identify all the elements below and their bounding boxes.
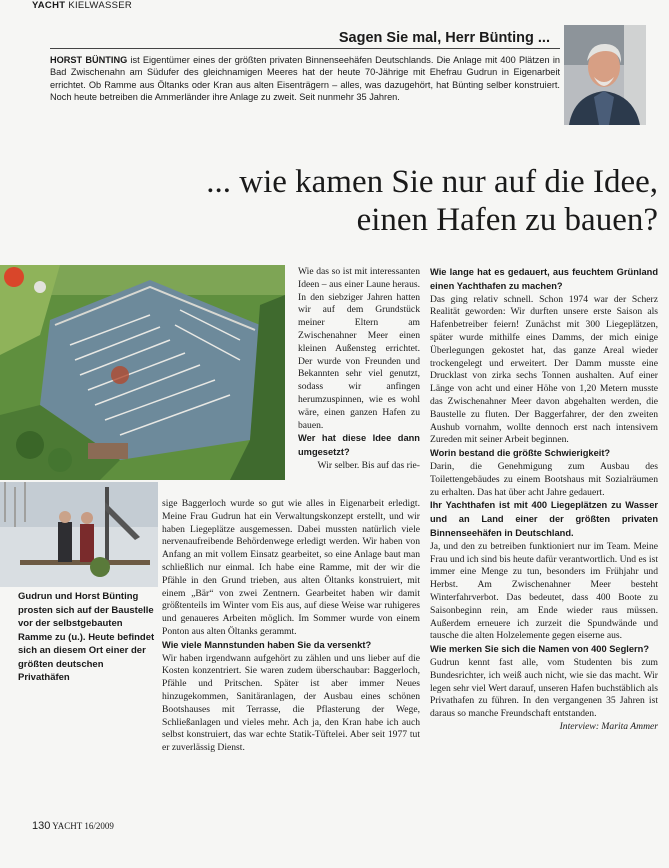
- answer-3: Wir haben irgendwann aufgehört zu zählen und uns lieber auf die Kosten konzentriert. Sie waren zudem überschaubar: Baggerloch, Pfähle und Pritschen. Später ist aber immer Neues hinzugekommen, Sanitäranlagen, der Ausbau eines schönen Bootshauses mit Terrasse, die Pflasterung der Wege, Schließanlagen und vieles mehr. Ach ja, den Kran habe ich auch selbst konstruiert, das war echte Statik-Tüftelei. Aber seit 1977 tut er zuverlässig Dienst.: [162, 652, 420, 754]
- headline: [30, 163, 658, 239]
- answer-6: Ja, und den zu betreiben funktioniert nur im Team. Meine Frau und ich sind bis heute dafür verantwortlich. Und es ist immer eine Menge zu tun, besonders im Frühjahr und Herbst. Am Zwischenahner Meer besteht Winterfahrverbot. Das bedeutet, dass 400 Boote zu Saisonbeginn rein, am Ende wieder raus müssen. Außerdem erneuere ich zurzeit die Spundwände und tausche die alten Holzelemente gegen eiserne aus.: [430, 540, 658, 642]
- question-7: Wie merken Sie sich die Namen von 400 Seglern?: [430, 644, 649, 655]
- magazine-issue: YACHT 16/2009: [52, 821, 114, 831]
- intro-box: [50, 48, 560, 123]
- answer-column-bottom: [162, 498, 420, 755]
- answer-1: Wie das so ist mit interessanten Ideen – aus einer Laune heraus. In den siebziger Jahren hatten wir auf dem Grundstück meiner Eltern am Zwischenahner Meer einen kleinen Außensteg errichtet. Der wurde von Freunden und Bekannten sehr viel genutzt, sodass wir anfingen herumzuspinnen, wie es wohl wäre, einen ganzen Hafen zu bauen.: [298, 266, 420, 431]
- answer-4: Das ging relativ schnell. Schon 1974 war der Scherz Realität geworden: Wir durften unsere erste Saison als Hafenbetreiber feiern! Zunächst mit 300 Liegeplätzen, später wurde mithilfe eines Damms, der mich einige Überlegungen gekostet hat, das ganze Areal wieder trockengelegt und erweitert. Der Damm musste eine Drucklast von zirka sechs Tonnen aushalten. Auf einer Länge von acht und einer Höhe von 1,20 Metern musste das Zwischenahner Meer davon abgehalten werden, die Baustelle zu fluten. Der Baggerfahrer, der den zweiten Aushub vornahm, wollte dennoch erst nach intensivem Zureden mit seiner Arbeit beginnen.: [430, 293, 658, 446]
- section-brand: YACHT: [32, 0, 66, 11]
- portrait-photo: [564, 25, 646, 125]
- answer-2-start: Wir selber. Bis auf das rie-: [317, 459, 420, 471]
- question-2: Wer hat diese Idee dann umgesetzt?: [298, 433, 420, 458]
- intro-name: HORST BÜNTING: [50, 55, 128, 65]
- construction-snow-photo: [0, 482, 158, 587]
- answer-5: Darin, die Genehmigung zum Ausbau des Toilettengebäudes zu einem Bootshaus mit Sozialräumen zu erhalten. Das hat über acht Jahre gedauert.: [430, 460, 658, 498]
- question-5: Worin bestand die größte Schwierigkeit?: [430, 448, 611, 459]
- section-name: KIELWASSER: [68, 0, 133, 11]
- headline-line-2: einen Hafen zu bauen?: [356, 202, 658, 238]
- answer-2-rest: sige Baggerloch wurde so gut wie alles in Eigenarbeit erledigt. Meine Frau Gudrun hat ein Verwaltungskonzept erstellt, und wir haben Liegeplätze ausgemessen. Dabei mussten natürlich viele nervenaufreibende Behördenwege erledigt werden. Wir haben von Anfang an mit vollem Einsatz gearbeitet, so eine Anlage baut man schließlich nur einmal. Ich habe eine Ramme, mit der wir die Pfähle in den Grund trieben, aus alten Öltanks konstruiert, mit einem „Bär“ von zwei Zentnern. Gearbeitet haben wir damit größtenteils im Winter vom Eis aus, auf diese Weise war ruhigeres und genaueres Arbeiten möglich. Im Sommer wurde von einem Ponton aus alten Öltanks gerammt.: [162, 498, 420, 637]
- question-6: Ihr Yachthafen ist mit 400 Liegeplätzen zu Wasser und an Land einer der größten privaten Binnenseehäfen in Deutschland.: [430, 500, 658, 538]
- page-footer: [32, 820, 114, 832]
- question-4: Wie lange hat es gedauert, aus feuchtem Grünland einen Yachthafen zu machen?: [430, 267, 658, 291]
- section-header: [32, 0, 132, 11]
- interview-column-right: [430, 266, 658, 734]
- interview-signature: Interview: Marita Ammer: [559, 720, 658, 732]
- answer-column-top: [298, 266, 420, 473]
- harbor-aerial-photo: [0, 265, 285, 480]
- page-number: 130: [32, 820, 51, 832]
- photo-caption: Gudrun und Horst Bünting prosten sich auf der Baustelle vor der selbstgebauten Ramme zu (u.). Heute befindet sich an diesem Ort einer der größten deutschen Privathäfen: [18, 591, 155, 683]
- answer-7: Gudrun kennt fast alle, vom Studenten bis zum Bundesrichter, ich weiß auch nicht, wie sie das macht. Wir legen sehr viel Wert darauf, unseren Hafen buchstäblich als Privathafen zu führen. In den vergangenen 35 Jahren ist daraus so manche Freundschaft entstanden.: [430, 656, 658, 720]
- headline-line-1: ... wie kamen Sie nur auf die Idee,: [206, 164, 658, 200]
- intro-text: ist Eigentümer eines der größten privaten Binnenseehäfen Deutschlands. Die Anlage mit 400 Plätzen in Bad Zwischenahn am Südufer des gleichnamigen Meeres hat der heute 70-Jährige mit Ehefrau Gudrun in Eigenarbeit errichtet. Ob Ramme aus Öltanks oder Kran aus alten Eisenträgern – alles, was dazugehört, hat Bünting selber konstruiert. Noch heute betreiben die Ammerländer ihre Anlage zu zweit. Seit nunmehr 35 Jahren.: [50, 55, 560, 102]
- question-3: Wie viele Mannstunden haben Sie da versenkt?: [162, 639, 372, 650]
- kicker-title: Sagen Sie mal, Herr Bünting ...: [338, 30, 550, 46]
